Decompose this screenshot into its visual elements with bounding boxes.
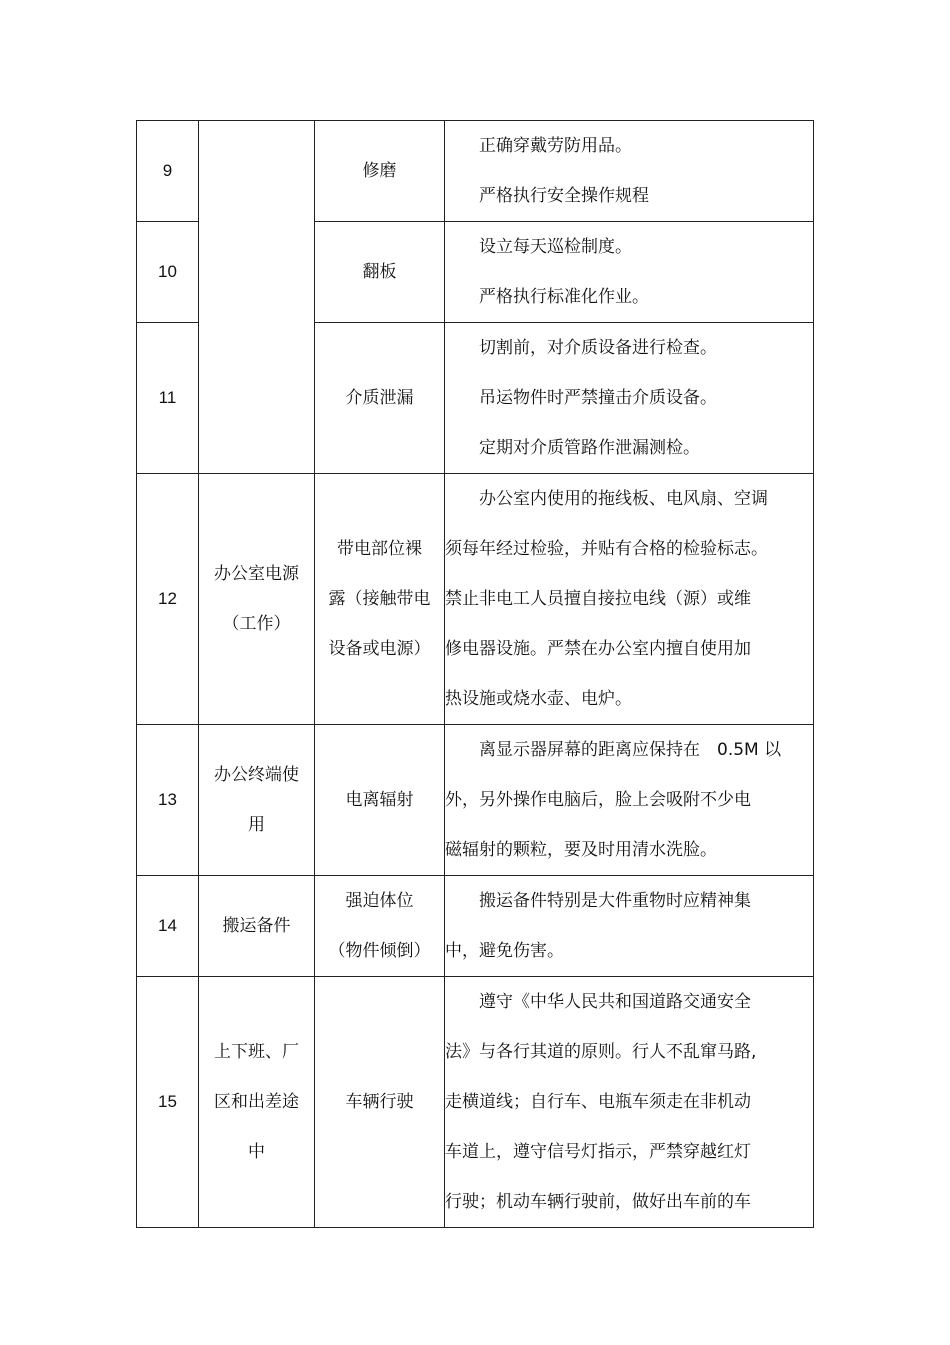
measure-line: 严格执行安全操作规程 — [479, 186, 649, 206]
cell-line: 强迫体位 — [345, 891, 414, 911]
cell-line: 露（接触带电 — [328, 589, 431, 609]
measure-line: 禁止非电工人员擅自接拉电线（源）或维 — [445, 589, 751, 609]
measure-line: 搬运备件特别是大件重物时应精神集 — [479, 891, 751, 911]
work-area-cell — [199, 977, 315, 1228]
cell-line: 办公终端使 — [214, 765, 299, 785]
measure-line: 磁辐射的颗粒，要及时用清水洗脸。 — [445, 840, 717, 860]
cell-line: 设备或电源） — [328, 639, 431, 659]
measure-cell — [445, 222, 814, 323]
row-number: 10 — [137, 222, 199, 323]
row-number: 11 — [137, 323, 199, 474]
measure-line: 切割前，对介质设备进行检查。 — [479, 338, 717, 358]
cell-line: 搬运备件 — [222, 916, 291, 936]
row-number: 12 — [137, 474, 199, 725]
measure-line: 办公室内使用的拖线板、电风扇、空调 — [479, 489, 768, 509]
cell-line: 区和出差途 — [214, 1092, 299, 1112]
measure-cell — [445, 725, 814, 876]
measure-line: 外，另外操作电脑后，脸上会吸附不少电 — [445, 790, 751, 810]
table-row — [137, 725, 814, 876]
table-row — [137, 977, 814, 1228]
work-area-cell — [199, 474, 315, 725]
table-row — [137, 121, 814, 222]
cell-line: 用 — [248, 815, 265, 835]
cell-line: 修磨 — [362, 161, 397, 181]
measure-cell — [445, 977, 814, 1228]
work-area-cell — [199, 121, 315, 474]
cell-line: 上下班、厂 — [214, 1042, 299, 1062]
cell-line: 中 — [248, 1142, 265, 1162]
cell-line: （物件倾倒） — [328, 941, 431, 961]
hazard-cell — [315, 222, 445, 323]
cell-line: 带电部位裸 — [337, 539, 422, 559]
measure-line: 车道上，遵守信号灯指示，严禁穿越红灯 — [445, 1142, 751, 1162]
measure-line: 法》与各行其道的原则。行人不乱窜马路, — [445, 1042, 757, 1062]
hazard-cell — [315, 121, 445, 222]
measure-line: 热设施或烧水壶、电炉。 — [445, 689, 632, 709]
table-row — [137, 876, 814, 977]
cell-line: 办公室电源 — [214, 564, 299, 584]
row-number: 15 — [137, 977, 199, 1228]
measure-line: 修电器设施。严禁在办公室内擅自使用加 — [445, 639, 751, 659]
hazard-cell — [315, 474, 445, 725]
cell-line: 电离辐射 — [345, 790, 414, 810]
measure-line: 须每年经过检验，并贴有合格的检验标志。 — [445, 539, 768, 559]
row-number: 9 — [137, 121, 199, 222]
table-row — [137, 474, 814, 725]
risk-table — [136, 120, 814, 1228]
measure-line: 吊运物件时严禁撞击介质设备。 — [479, 388, 717, 408]
work-area-cell — [199, 725, 315, 876]
cell-line: 介质泄漏 — [345, 388, 414, 408]
measure-line: 离显示器屏幕的距离应保持在 0.5M 以 — [479, 740, 782, 760]
cell-line: 车辆行驶 — [345, 1092, 414, 1112]
row-number: 13 — [137, 725, 199, 876]
measure-line: 严格执行标准化作业。 — [479, 287, 649, 307]
measure-cell — [445, 121, 814, 222]
measure-cell — [445, 876, 814, 977]
hazard-cell — [315, 725, 445, 876]
measure-line: 遵守《中华人民共和国道路交通安全 — [479, 992, 751, 1012]
measure-line: 行驶；机动车辆行驶前，做好出车前的车 — [445, 1192, 751, 1212]
measure-cell — [445, 323, 814, 474]
risk-table-body — [137, 121, 814, 1228]
row-number: 14 — [137, 876, 199, 977]
work-area-cell — [199, 876, 315, 977]
hazard-cell — [315, 977, 445, 1228]
hazard-cell — [315, 323, 445, 474]
measure-line: 正确穿戴劳防用品。 — [479, 136, 632, 156]
measure-cell — [445, 474, 814, 725]
measure-line: 设立每天巡检制度。 — [479, 237, 632, 257]
cell-line: 翻板 — [362, 262, 397, 282]
hazard-cell — [315, 876, 445, 977]
cell-line: （工作） — [222, 614, 291, 634]
measure-line: 定期对介质管路作泄漏测检。 — [479, 438, 700, 458]
measure-line: 走横道线；自行车、电瓶车须走在非机动 — [445, 1092, 751, 1112]
measure-line: 中，避免伤害。 — [445, 941, 564, 961]
